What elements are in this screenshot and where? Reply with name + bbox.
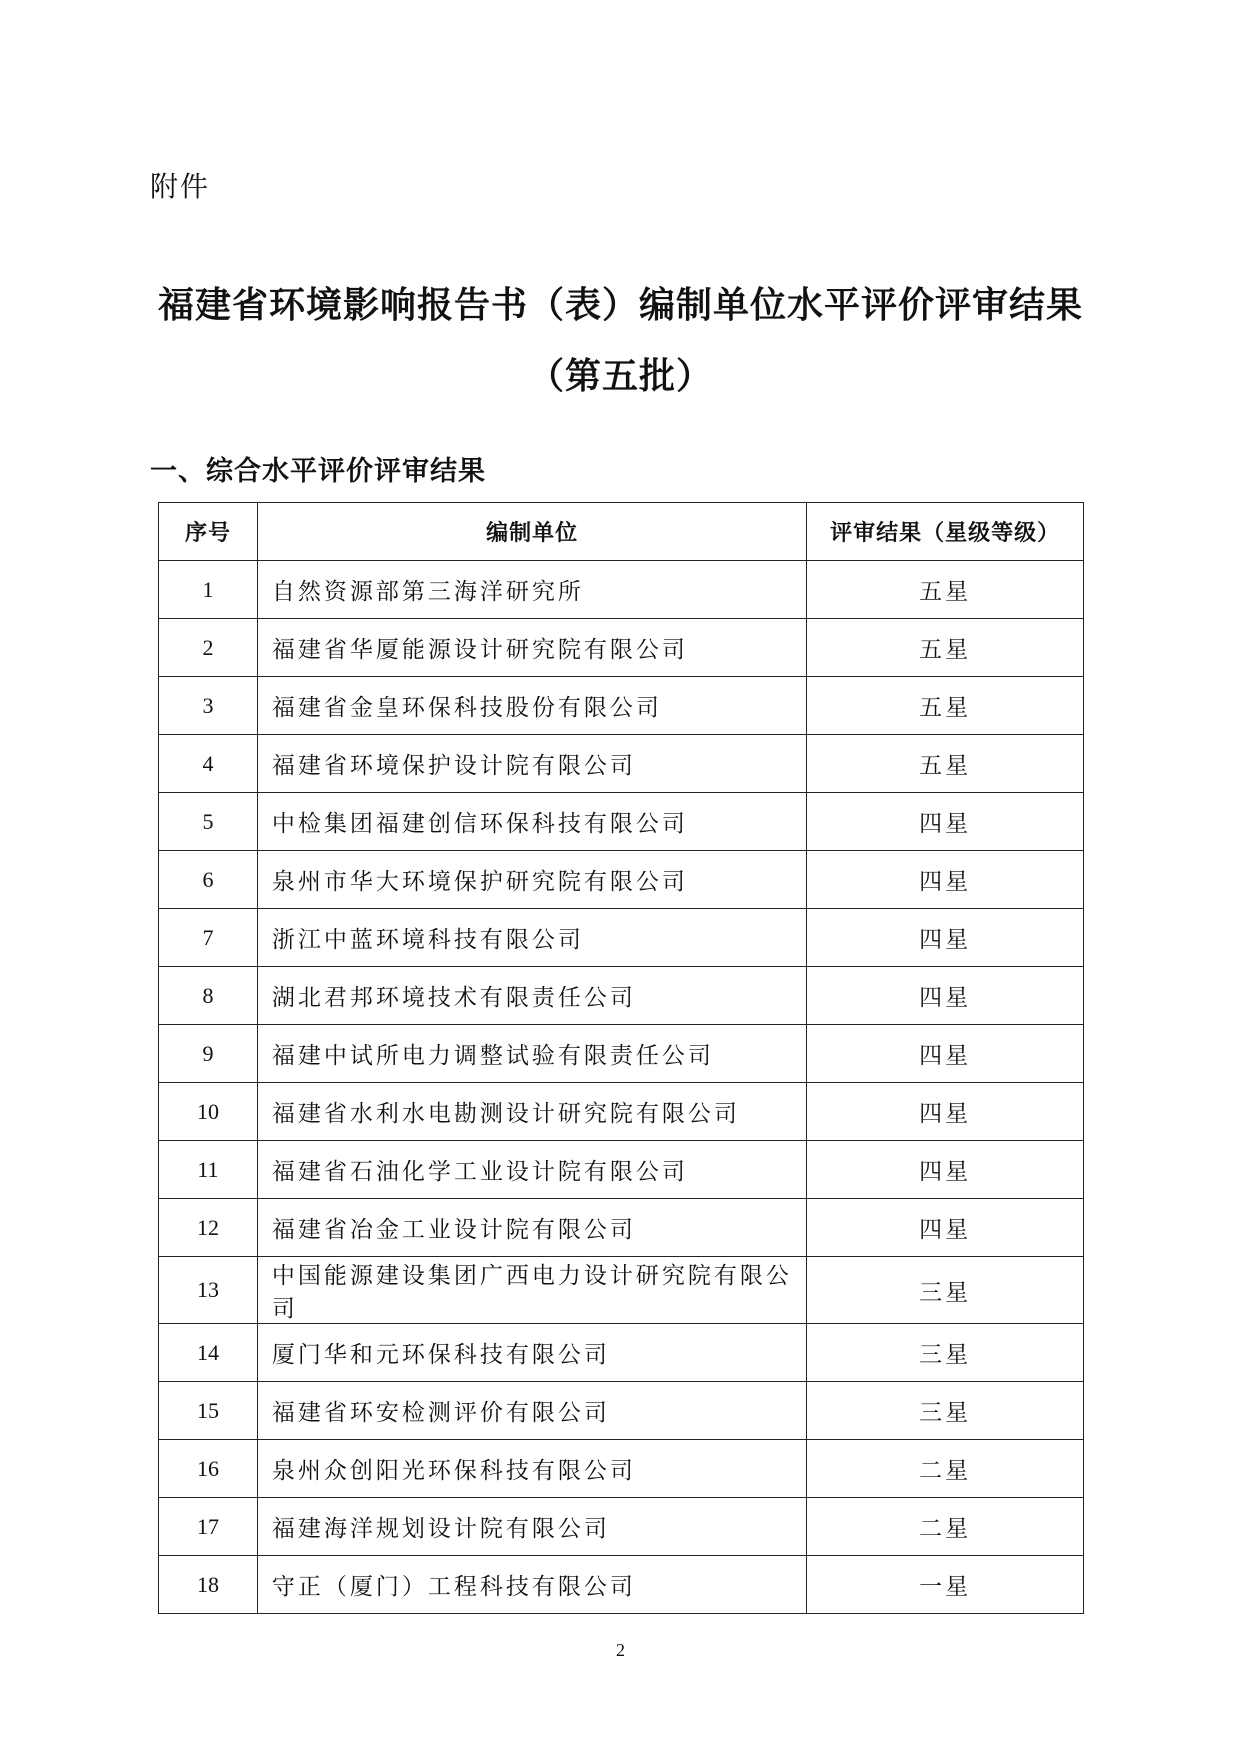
row-rating: 四星 (807, 1025, 1084, 1083)
row-unit-name: 福建省水利水电勘测设计研究院有限公司 (257, 1083, 806, 1141)
page-number: 2 (616, 1640, 625, 1660)
table-row (159, 1382, 1084, 1440)
row-number: 15 (159, 1382, 258, 1440)
table-row (159, 619, 1084, 677)
row-number: 5 (159, 793, 258, 851)
row-unit-name: 福建海洋规划设计院有限公司 (257, 1498, 806, 1556)
row-number: 6 (159, 851, 258, 909)
row-rating: 五星 (807, 735, 1084, 793)
row-rating: 五星 (807, 619, 1084, 677)
row-unit-name: 泉州市华大环境保护研究院有限公司 (257, 851, 806, 909)
row-number: 3 (159, 677, 258, 735)
row-rating: 二星 (807, 1498, 1084, 1556)
row-number: 10 (159, 1083, 258, 1141)
table-row (159, 1257, 1084, 1324)
row-number: 18 (159, 1556, 258, 1614)
table-row (159, 909, 1084, 967)
row-unit-name: 浙江中蓝环境科技有限公司 (257, 909, 806, 967)
row-unit-name: 自然资源部第三海洋研究所 (257, 561, 806, 619)
table-row (159, 1141, 1084, 1199)
row-number: 12 (159, 1199, 258, 1257)
row-rating: 四星 (807, 909, 1084, 967)
row-unit-name: 厦门华和元环保科技有限公司 (257, 1324, 806, 1382)
row-rating: 四星 (807, 1199, 1084, 1257)
row-unit-name: 福建省环境保护设计院有限公司 (257, 735, 806, 793)
row-unit-name: 福建省金皇环保科技股份有限公司 (257, 677, 806, 735)
row-rating: 四星 (807, 1141, 1084, 1199)
row-number: 8 (159, 967, 258, 1025)
row-unit-name: 湖北君邦环境技术有限责任公司 (257, 967, 806, 1025)
row-number: 9 (159, 1025, 258, 1083)
row-unit-name: 泉州众创阳光环保科技有限公司 (257, 1440, 806, 1498)
table-header-row (159, 503, 1084, 561)
row-number: 17 (159, 1498, 258, 1556)
table-row (159, 1199, 1084, 1257)
document-title: 福建省环境影响报告书（表）编制单位水平评价评审结果 (157, 285, 1083, 326)
row-unit-name: 福建省冶金工业设计院有限公司 (257, 1199, 806, 1257)
row-unit-name: 中检集团福建创信环保科技有限公司 (257, 793, 806, 851)
header-unit: 编制单位 (257, 503, 806, 561)
row-rating: 四星 (807, 1083, 1084, 1141)
attachment-label: 附件 (150, 170, 211, 203)
row-number: 16 (159, 1440, 258, 1498)
row-unit-name: 福建省华厦能源设计研究院有限公司 (257, 619, 806, 677)
row-unit-name: 福建省石油化学工业设计院有限公司 (257, 1141, 806, 1199)
header-serial-number: 序号 (159, 503, 258, 561)
results-table (158, 502, 1084, 1614)
document-subtitle: （第五批） (527, 356, 713, 397)
row-unit-name: 福建省环安检测评价有限公司 (257, 1382, 806, 1440)
table-body (159, 561, 1084, 1614)
row-unit-name: 中国能源建设集团广西电力设计研究院有限公司 (257, 1257, 806, 1324)
header-rating: 评审结果（星级等级） (807, 503, 1084, 561)
table-row (159, 1324, 1084, 1382)
table-row (159, 677, 1084, 735)
row-number: 13 (159, 1257, 258, 1324)
row-rating: 四星 (807, 851, 1084, 909)
table-row (159, 735, 1084, 793)
row-rating: 五星 (807, 561, 1084, 619)
table-row (159, 793, 1084, 851)
row-number: 1 (159, 561, 258, 619)
table-row (159, 851, 1084, 909)
table-row (159, 1556, 1084, 1614)
table-row (159, 561, 1084, 619)
row-unit-name: 守正（厦门）工程科技有限公司 (257, 1556, 806, 1614)
row-rating: 一星 (807, 1556, 1084, 1614)
table-row (159, 1083, 1084, 1141)
row-unit-name: 福建中试所电力调整试验有限责任公司 (257, 1025, 806, 1083)
row-rating: 二星 (807, 1440, 1084, 1498)
row-number: 11 (159, 1141, 258, 1199)
row-number: 4 (159, 735, 258, 793)
row-rating: 三星 (807, 1382, 1084, 1440)
table-row (159, 1498, 1084, 1556)
row-number: 14 (159, 1324, 258, 1382)
row-rating: 四星 (807, 793, 1084, 851)
table-row (159, 967, 1084, 1025)
table-row (159, 1025, 1084, 1083)
row-number: 2 (159, 619, 258, 677)
row-rating: 三星 (807, 1324, 1084, 1382)
row-rating: 五星 (807, 677, 1084, 735)
row-rating: 四星 (807, 967, 1084, 1025)
row-rating: 三星 (807, 1257, 1084, 1324)
table-row (159, 1440, 1084, 1498)
row-number: 7 (159, 909, 258, 967)
section-heading: 一、综合水平评价评审结果 (150, 456, 486, 487)
